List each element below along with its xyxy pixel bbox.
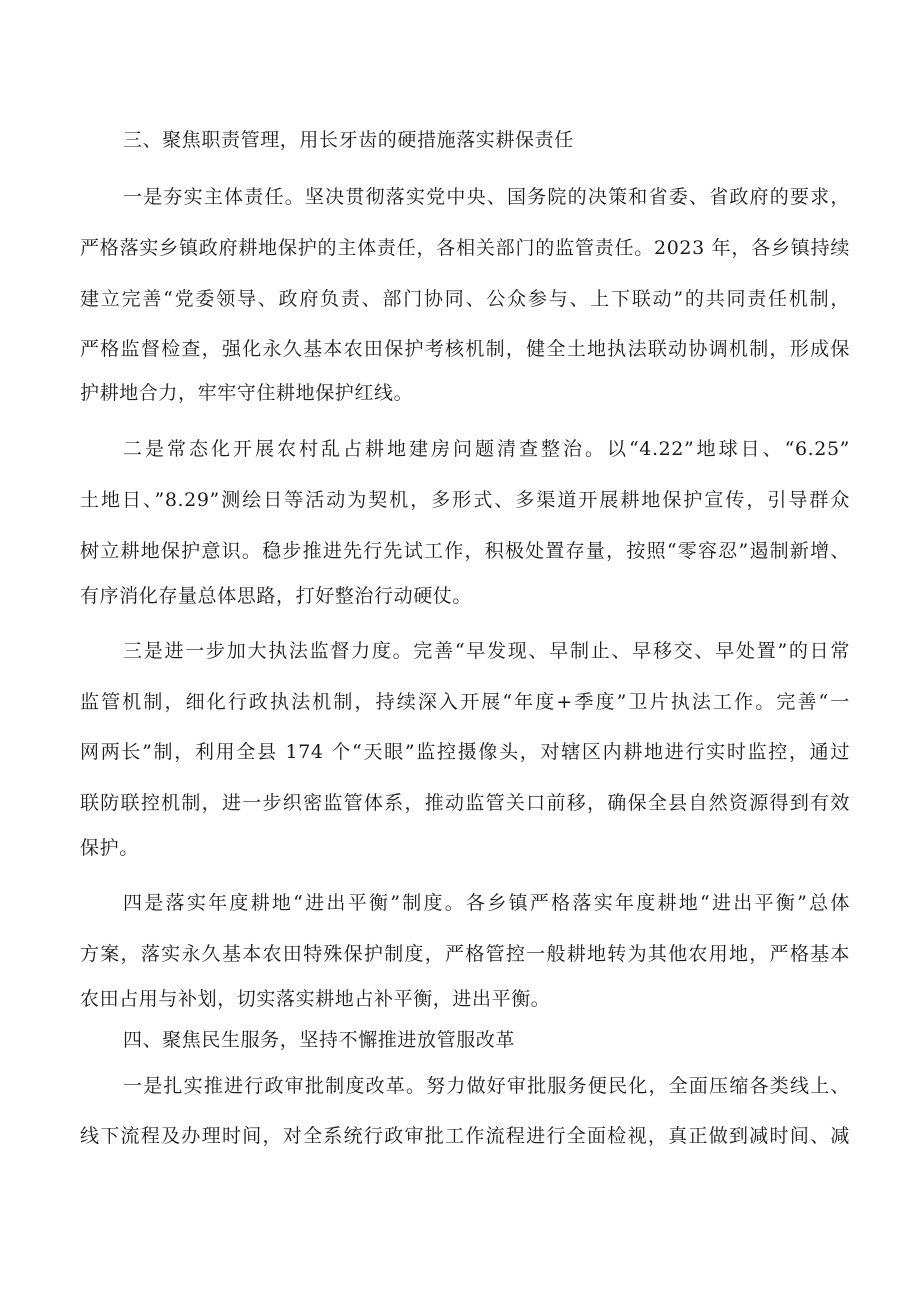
paragraph-line: 三是进一步加大执法监督力度。完善“早发现、早制止、早移交、早处置”的日常 <box>123 640 850 662</box>
paragraph-line: 网两长”制，利用全县 174 个“天眼”监控摄像头，对辖区内耕地进行实时监控，通过 <box>80 741 850 763</box>
paragraph-line: 农田占用与补划，切实落实耕地占补平衡，进出平衡。 <box>80 988 551 1010</box>
paragraph-line: 监管机制，细化行政执法机制，持续深入开展“年度+季度”卫片执法工作。完善“一 <box>80 691 850 713</box>
paragraph-line: 严格落实乡镇政府耕地保护的主体责任，各相关部门的监管责任。2023 年，各乡镇持续 <box>80 237 850 259</box>
paragraph-line: 线下流程及办理时间，对全系统行政审批工作流程进行全面检视，真正做到减时间、减 <box>80 1125 850 1147</box>
paragraph-line: 树立耕地保护意识。稳步推进先行先试工作，积极处置存量，按照“零容忍”遏制新增、 <box>80 540 850 562</box>
paragraph-line: 保护。 <box>80 837 139 859</box>
paragraph-line: 二是常态化开展农村乱占耕地建房问题清查整治。以“4.22”地球日、“6.25” <box>123 438 850 460</box>
section-heading-4: 四、聚焦民生服务，坚持不懈推进放管服改革 <box>123 1029 516 1051</box>
paragraph-line: 一是夯实主体责任。坚决贯彻落实党中央、国务院的决策和省委、省政府的要求， <box>123 186 850 208</box>
paragraph-line: 护耕地合力，牢牢守住耕地保护红线。 <box>80 382 414 404</box>
section-heading-3: 三、聚焦职责管理，用长牙齿的硬措施落实耕保责任 <box>123 129 574 151</box>
paragraph-line: 方案，落实永久基本农田特殊保护制度，严格管控一般耕地转为其他农用地，严格基本 <box>80 943 850 965</box>
paragraph-line: 有序消化存量总体思路，打好整治行动硬仗。 <box>80 585 473 607</box>
paragraph-line: 一是扎实推进行政审批制度改革。努力做好审批服务便民化，全面压缩各类线上、 <box>123 1075 850 1097</box>
paragraph-line: 四是落实年度耕地“进出平衡”制度。各乡镇严格落实年度耕地“进出平衡”总体 <box>123 892 850 914</box>
paragraph-line: 严格监督检查，强化永久基本农田保护考核机制，健全土地执法联动协调机制，形成保 <box>80 338 850 360</box>
paragraph-line: 联防联控机制，进一步织密监管体系，推动监管关口前移，确保全县自然资源得到有效 <box>80 792 850 814</box>
paragraph-line: 土地日、”8.29”测绘日等活动为契机，多形式、多渠道开展耕地保护宣传，引导群众 <box>80 489 850 511</box>
paragraph-line: 建立完善“党委领导、政府负责、部门协同、公众参与、上下联动”的共同责任机制， <box>80 288 850 310</box>
